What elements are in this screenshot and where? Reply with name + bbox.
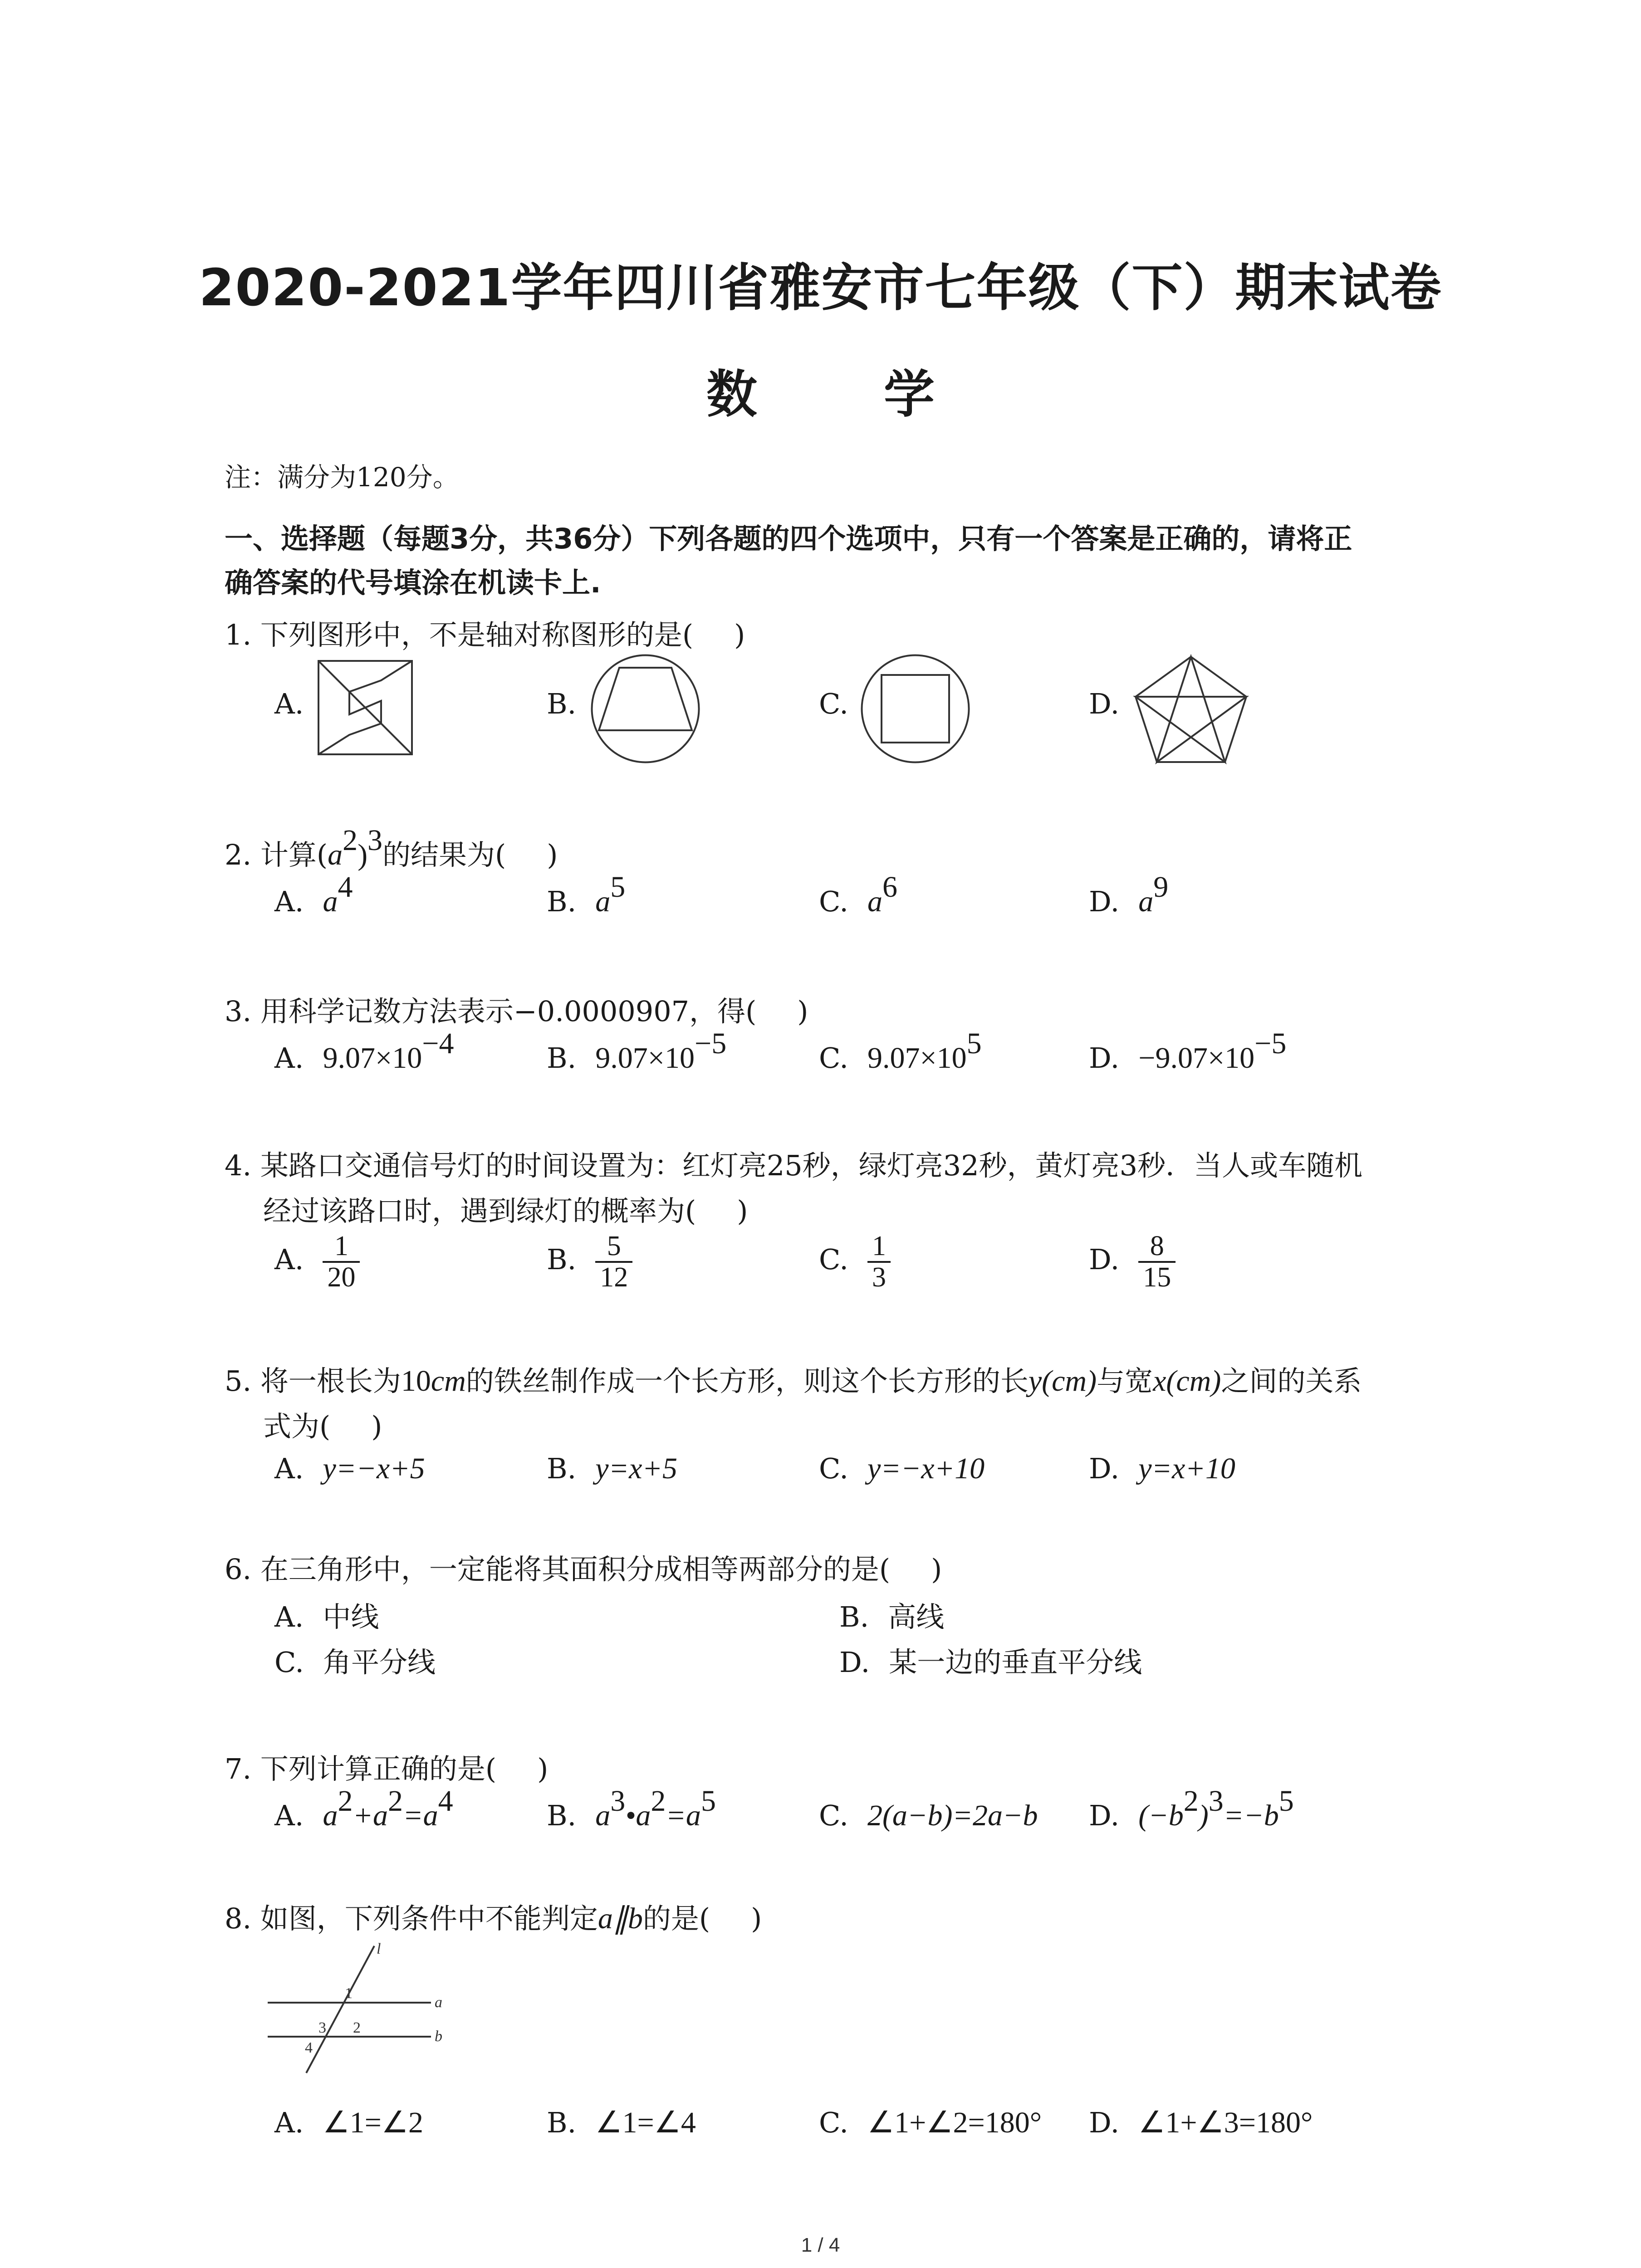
question-8-stem: 8. 如图，下列条件中不能判定a∥b的是( ) [225, 1902, 762, 1935]
svg-text:a: a [435, 1994, 442, 2011]
exam-title: 2020-2021学年四川省雅安市七年级（下）期末试卷 [199, 259, 1442, 318]
question-1-stem: 1. 下列图形中，不是轴对称图形的是( ) [225, 618, 745, 651]
q4-option-b: B. $\frac{5}{12}$ [547, 1232, 632, 1292]
q1-figure-c-square-in-circle [860, 653, 971, 764]
q7-option-c: C. 2(a−b)=2a−b [819, 1799, 1038, 1832]
q1-option-a-label: A. [274, 687, 304, 720]
question-4-stem-line2: 经过该路口时，遇到绿灯的概率为( ) [263, 1194, 748, 1227]
question-6-stem: 6. 在三角形中，一定能将其面积分成相等两部分的是( ) [225, 1553, 942, 1586]
q6-option-a: A. 中线 [274, 1600, 379, 1633]
question-5-stem-line2: 式为( ) [263, 1410, 382, 1443]
question-4-stem-line1: 4. 某路口交通信号灯的时间设置为：红灯亮25秒，绿灯亮32秒，黄灯亮3秒．当人或车随机 [225, 1149, 1363, 1182]
q1-option-b-label: B. [547, 687, 577, 720]
q2-option-a: A. $a^4$ [274, 870, 353, 918]
svg-text:1: 1 [345, 1985, 353, 2002]
subject-title: 数 学 [706, 365, 989, 424]
q2-option-d: D. $a^9$ [1089, 870, 1169, 918]
q6-option-c: C. 角平分线 [274, 1646, 436, 1679]
svg-text:4: 4 [305, 2039, 313, 2056]
q8-option-c: C. ∠1+∠2=180° [819, 2106, 1042, 2139]
q1-figure-d-star-in-pentagon [1132, 653, 1250, 767]
question-3-stem: 3. 用科学记数方法表示−0.0000907，得( ) [225, 995, 808, 1028]
q7-option-b: B. $a^3•a^2=a^5$ [547, 1784, 716, 1832]
q5-option-a: A. y=−x+5 [274, 1452, 425, 1485]
q8-option-b: B. ∠1=∠4 [547, 2106, 696, 2139]
q1-figure-b-trapezoid-in-circle [590, 653, 701, 764]
section-heading-line1: 一、选择题（每题3分，共36分）下列各题的四个选项中，只有一个答案是正确的，请将正 [225, 522, 1352, 555]
q3-option-b: B. $9.07\times 10^{-5}$ [547, 1027, 727, 1075]
q1-option-c-label: C. [819, 687, 848, 720]
q2-option-c: C. $a^6$ [819, 870, 897, 918]
q4-option-a: A. $\frac{1}{20}$ [274, 1232, 360, 1292]
q3-option-a: A. $9.07\times 10^{-4}$ [274, 1027, 454, 1075]
q8-figure-parallel-lines [263, 1941, 458, 2075]
q1-option-d-label: D. [1089, 687, 1120, 720]
q5-option-b: B. y=x+5 [547, 1452, 677, 1485]
svg-text:2: 2 [353, 2019, 361, 2036]
q6-option-b: B. 高线 [839, 1600, 945, 1633]
section-heading-line2: 确答案的代号填涂在机读卡上. [225, 566, 601, 599]
q5-option-c: C. y=−x+10 [819, 1452, 985, 1485]
q3-option-d: D. $-9.07\times 10^{-5}$ [1089, 1027, 1287, 1075]
question-2-stem: 2. 计算$(a^2)^3$的结果为( ) [225, 824, 558, 871]
score-note: 注：满分为120分。 [225, 462, 459, 493]
q5-option-d: D. y=x+10 [1089, 1452, 1235, 1485]
svg-text:3: 3 [318, 2019, 326, 2036]
question-5-stem-line1: 5. 将一根长为10cm的铁丝制作成一个长方形，则这个长方形的长y(cm)与宽x(cm)之间的关系 [225, 1364, 1362, 1398]
question-7-stem: 7. 下列计算正确的是( ) [225, 1752, 549, 1785]
q8-option-a: A. ∠1=∠2 [274, 2106, 424, 2139]
q6-option-d: D. 某一边的垂直平分线 [839, 1646, 1142, 1679]
page-number: 1 / 4 [801, 2234, 840, 2256]
svg-text:l: l [377, 1941, 381, 1957]
q2-option-b: B. $a^5$ [547, 870, 626, 918]
q7-option-a: A. $a^2+a^2=a^4$ [274, 1784, 453, 1832]
q4-option-c: C. $\frac{1}{3}$ [819, 1232, 891, 1292]
q7-option-d: D. $(-b^2)^3=-b^5$ [1089, 1784, 1294, 1832]
q1-figure-a-pinwheel-square [318, 660, 413, 755]
q8-option-d: D. ∠1+∠3=180° [1089, 2106, 1313, 2139]
q3-option-c: C. $9.07\times 10^5$ [819, 1027, 982, 1075]
q4-option-d: D. $\frac{8}{15}$ [1089, 1232, 1176, 1292]
svg-text:b: b [435, 2028, 442, 2045]
